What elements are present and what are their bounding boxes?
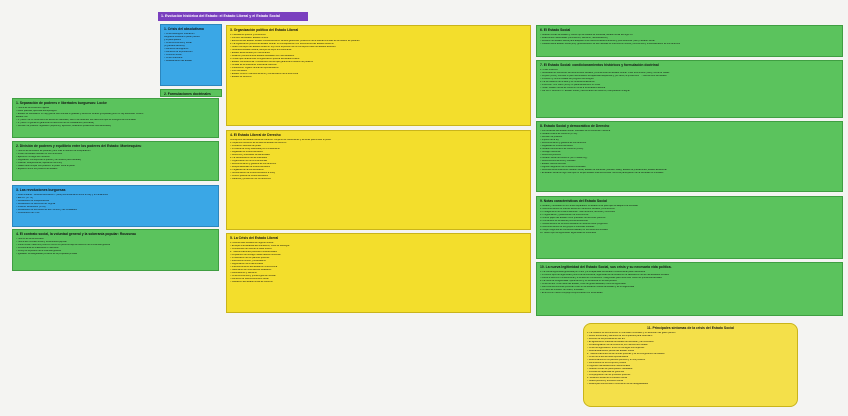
- card-line: – Las crisis económicas provocan crisis en la actuación social del Estado y de su legitimidad: [540, 285, 635, 288]
- card-montesquieu: [12, 141, 219, 181]
- card-line: – Pacto social: cada uno pone en común su persona bajo la dirección de la voluntad general: [16, 243, 110, 246]
- card-line: – Conflicto social: [164, 53, 182, 56]
- card-line: – Nueva pobreza y exclusión social: [587, 379, 624, 382]
- card-notas-estado-social: [536, 196, 843, 259]
- card-line: – Autor pactista, optimista antropológico: [16, 109, 57, 112]
- card-line: – Crisis de legitimación: el ES no consigue sus objetivos: [587, 346, 645, 349]
- card-title: 8. Estado Social y democrático de Derecho: [540, 124, 610, 128]
- card-line: – Legitimación de la democracia: [230, 262, 263, 265]
- card-title: 6. El Estado Social: [540, 28, 571, 32]
- card-line: 2. Transformaciones políticas e institucionales: [230, 250, 277, 253]
- card-line: – Primacía de la ley elaborada por el Parlamento: [230, 147, 280, 150]
- card-line: – Unidad de la soberanía: soberanía nacional: [230, 63, 277, 66]
- card-line: – Forma actual del Estado liberal: resultado de su evolución histórica: [540, 129, 611, 132]
- card-line: – Reconocimiento y garantía de los derechos: [230, 162, 277, 165]
- card-line: – Desmantelamiento parcial del Estado Social: [587, 349, 634, 352]
- card-line: – Necesidad de solucionar las disfunciones sociales y económicas del Estado Liberal: crisis económica (1929), lucha de clases: [540, 71, 670, 74]
- card-line: Concepción del Estado liberal de Derecho: conjunto de instituciones y técnicas para limitar el poder: [230, 138, 332, 141]
- card-line: 3. A modo de síntesis: de nuevo, el Estado: [540, 288, 584, 291]
- card-line: – Enfoque individualista del liberalismo, crisis de ideología: [230, 244, 290, 247]
- card-line: – Derechos económicos y sociales: [540, 159, 576, 162]
- card-title: 1. Crisis del absolutismo: [164, 27, 204, 31]
- card-line: – Aumento demográfico: [164, 47, 189, 50]
- card-title: 10. La nueva legitimidad del Estado Social, sus crisis y su necesaria vida política.: [540, 265, 672, 269]
- card-line: – División de poderes: legislativo (supremo), ejecutivo, federativo (relaciones internacionales): [16, 124, 111, 127]
- card-title: 7. El Estado Social: condicionamientos históricos y formulación doctrinal: [540, 63, 659, 67]
- card-title: 11. Principales síntomas de la crisis del Estado Social: [647, 326, 734, 330]
- card-line: 2. La formulación de la idea y su constitucionalización: [540, 80, 595, 83]
- card-line: – Nuevas formas de participación ciudadana: [587, 367, 633, 370]
- card-line: – Nuevas formas de Estado y nuevo tipo de estado de bienestar, Estado social del siglo XX: [540, 33, 633, 36]
- card-crisis-estado-liberal: [226, 233, 531, 313]
- card-line: – Legislativo: corresponde al pueblo y la nobleza (dos cámaras): [16, 158, 81, 161]
- card-line: – Soberanía estatal unitaria, siempre al suplir a la soberanía: [230, 48, 292, 51]
- card-line: – Estructura del Estado: Estado constitucional en sentido garantista: protección de la libertad a través de la división de poderes.: [230, 39, 360, 42]
- card-line: – Limitación racional del poder: [230, 144, 262, 147]
- card-line: – Reconocimiento y garantía de los derechos: [540, 141, 587, 144]
- card-line: 3. Notas que caracterizan la organización política del Estado Liberal: [230, 57, 300, 60]
- card-line: – Ejecutivo: a cargo del monarca: [16, 155, 50, 158]
- card-line: – Gran Bretaña: "Gloriosa Revolución" (1688) enfrentamiento entre el Rey y el Parlamento: [16, 193, 109, 196]
- card-line: – Judicial: independiente, aplicación de la ley: [16, 161, 62, 164]
- card-line: – Equilibrio entre los poderes del Estado: [16, 167, 58, 170]
- card-line: 6. Conversión de la idea de procura existencial: [540, 219, 588, 222]
- card-line: – Estado intervencionista: [540, 162, 566, 165]
- card-crisis-absolutismo: [160, 24, 222, 86]
- card-line: – Alguna integración de corrientes sindicales:: [540, 165, 587, 168]
- card-line: – Poder del Estado dividido en tres funciones: [16, 152, 63, 155]
- card-line: – Crisis ideológica: Ilustración: [164, 32, 195, 35]
- card-line: – La ley es expresión de la voluntad general: [16, 249, 61, 252]
- card-line: – Imperio de la ley: [540, 138, 559, 141]
- card-line: – Déficit estructural y aumento de los impuestos para financiarlo: [587, 334, 653, 337]
- card-line: 9. Mayor exigencia de constitucionalidad, en los derechos sociales: [540, 228, 608, 231]
- card-line: – Teoría del contrato social y la soberanía popular: [16, 240, 67, 243]
- card-line: – Teórico de la democracia: [16, 237, 44, 240]
- card-nueva-legitimidad: [536, 262, 843, 316]
- card-line: – Garantía y protección de los derechos: [230, 177, 271, 180]
- card-line: – 1º pacto: de no renuncia a los derechos naturales, sólo el de defender sus derechos que se entrega a la comunidad: [16, 118, 136, 121]
- card-line: – Estado administrado por funcionarios: [230, 51, 270, 54]
- card-line: – Precursor: Von Stein (1850): el parlamentarismo en crisis: [540, 83, 601, 86]
- card-line: – Keynes (1936): eliminar el paro aumentando la capacidad adquisitiva y, por tanto, la producción → intervención del Estado: [540, 74, 667, 77]
- card-sintomas-crisis: [583, 323, 798, 407]
- card-title: 5. La Crisis del Estado Liberal: [230, 236, 279, 240]
- card-title: 2. División de poderes y equilibrio entre los poderes del Estado: Montesquieu: [16, 144, 142, 148]
- card-line: – Nuevo concepto del Estado Moderno: ley como expresión de los conceptos clave del Estado absoluto:: [230, 45, 337, 48]
- card-line: – El ES es un nuevo complejo comprometido con la sociedad: [540, 291, 603, 294]
- card-title: 4. El Estado Liberal de Derecho: [230, 133, 281, 137]
- card-line: – Función del Estado: Estado mínimo: [230, 36, 269, 39]
- card-title: 4. El contrato social, la voluntad general y la soberanía popular: Rousseau: [16, 232, 137, 236]
- card-line: – Estado mínimo: intervencionismo y conservación de la economía: [230, 72, 299, 75]
- card-locke: [12, 98, 219, 138]
- card-line: – Constitución de 1791: [16, 211, 40, 214]
- card-line: – Autoritarismo y fascismo: [230, 271, 257, 274]
- card-line: – Teoría de la revolución inglesa: [16, 106, 49, 109]
- card-line: 2. La organización política del Estado Liberal: su contraposición con la estructura del Estado Moderno: [230, 42, 334, 45]
- card-line: – Sometimiento de la Administración a la ley: [230, 171, 276, 174]
- card-line: – Complejización de los procesos políticos: [587, 373, 631, 376]
- card-line: 1. La invasión de la economía: un mercado controlado y un desorden del gasto público: [587, 331, 676, 334]
- card-line: – EE.UU. (1776): [16, 196, 33, 199]
- card-line: – Afecta a Derecho Constitucional y a la idea de Constitución: inseguridad para reconocer todos los problemas actuales: [540, 276, 662, 279]
- card-line: – CE 1978: artículo 1.1. Estado Social y democrático de Derecho, interpretación integral: [540, 89, 630, 92]
- card-line: 1. Aspectos históricos de la idea de Estado de Derecho: [230, 141, 287, 144]
- card-line: Estado civil: [16, 115, 28, 118]
- card-line: 4. Programación y planificación de la economía: [540, 213, 589, 216]
- card-line: – Derechos y libertades fundamentales: [230, 153, 270, 156]
- card-rousseau: [12, 229, 219, 271]
- card-line: – Crisis económica y primera guerra mundial: [230, 274, 276, 277]
- card-line: – Crisis de la democracia representativa: [587, 355, 628, 358]
- card-line: 1. La nueva legitimidad generada por el ES y la incapacidad del Estado Constitucional para mantenerla: [540, 270, 646, 273]
- card-line: – Primeros tipos de legitimidad: junto a la democrática, legitimidad de la eficacia en la satisfacción de las necesidades sociales: [540, 273, 669, 276]
- card-line: – Debilitamiento del Estado: [164, 59, 192, 62]
- card-line: 2. Transformaciones de las formas políticas y de la configuración del Estado: [587, 352, 665, 355]
- card-line: – El Estado Social se sigo más que un simple Estado intervencionista: mira a la participación de la sociedad en el Estado: [540, 171, 664, 174]
- card-line: – Nacimiento de movimientos totalitarios: [230, 268, 272, 271]
- card-line: – La soberanía es inalienable e indivisible: [16, 246, 59, 249]
- card-line: – Nadie debe ocupar dos poderes: el poder frena al poder: [16, 164, 75, 167]
- card-line: – Reacciones intelectuales (comunismo, fascismo, neoliberalismo): [540, 36, 608, 39]
- card-line: – Crisis económica y social: [164, 41, 192, 44]
- card-line: burguesía reclama el poder político: [164, 35, 200, 38]
- card-line: 1. Estado y Sociedad no son entes separados: el Estado sirve para que se adapte a la sociedad: [540, 204, 638, 207]
- card-line: – 2º pacto: el gobierno garantiza los derechos de los ciudadanos (revocable): [16, 121, 94, 124]
- card-line: – Parlamento: órgano central de representación: [230, 66, 279, 69]
- card-line: 1. Deficiencias sociales del régimen liberal: [230, 241, 274, 244]
- card-organizacion-estado-liberal: [226, 25, 531, 126]
- card-line: – Declaración de Derechos de Virginia: [16, 202, 56, 205]
- card-line: – Teórico de la división de poderes, pero más un teórico de la separación: [16, 149, 91, 152]
- card-line: – Aumento de intervencionismo social: [230, 277, 269, 280]
- card-estado-liberal-derecho: [226, 130, 531, 230]
- card-line: – Declaración de los Derechos del Hombre y del Ciudadano: [16, 208, 78, 211]
- card-line: – Responsabilidad de la Administración: [230, 165, 271, 168]
- card-line: – Característica Estado Social (ES): generalización de las medidas de intervención social y económica y universalización de los derechos: [540, 42, 681, 45]
- card-line: – Intervencionismo del Estado en la economía: [230, 265, 278, 268]
- card-line: – División de poderes: [540, 135, 563, 138]
- card-line: 2. Reconocimiento de nuevos derechos: derechos sociales y económicos: [540, 207, 615, 210]
- card-line: 10. Nuevo tipo de legitimidad: legitimidad de la eficacia: [540, 231, 596, 234]
- card-line: – Organización en torno a la libertad: [230, 159, 268, 162]
- main-title: 1. Evolución histórica del Estado: el Estado Liberal y el Estado Social: [158, 12, 308, 21]
- card-line: – Crisis del ES: crisis fiscal del Estado, crisis de gobernabilidad, crisis de legitimidad: [540, 282, 626, 285]
- card-line: 3. Legalidad de la Administración: [230, 168, 264, 171]
- card-title: 1. Separación de poderes e libertades burguesas: Locke: [16, 101, 107, 105]
- card-line: – Desconfianza en los partidos políticos y en los políticos: [587, 358, 646, 361]
- card-line: 3. Algunas manifestaciones institucionales: [587, 364, 631, 367]
- card-line: 1. Estado Liberal de Derecho (1789):: [540, 132, 578, 135]
- card-title: 3. Organización política del Estado Liberal: [230, 28, 299, 32]
- card-line: – Recorte de las prestaciones del ES: [587, 337, 625, 340]
- card-line: – Relación política directa Estado-ciudadano sin intermediarios: [230, 54, 295, 57]
- card-line: – Diversas denominaciones: Estado Social, Estado de Bienestar (Welfare State), Estado de prestaciones, Estado asistencial: [540, 168, 667, 171]
- card-condicionamientos-historicos: [536, 60, 843, 118]
- card-line: (5 grandes factores):: [164, 44, 186, 47]
- card-line: – Derechos políticos: [540, 153, 561, 156]
- card-line: – Sufragio universal: [540, 150, 561, 153]
- card-line: 5. Nuevo papel del Estado como prestador de servicios públicos: [540, 216, 606, 219]
- card-line: – Fenómenos de la corrupción política: [587, 361, 626, 364]
- card-line: – Gestación del Estado social de Derecho: [230, 280, 273, 283]
- card-line: – Estado Constitucional: Constitución escrita que garantiza la división de poderes: [230, 60, 313, 63]
- card-line: – Previsión y control estatal del progreso tecnológico: [540, 77, 594, 80]
- card-line: – Pérdida de capacidad de gobernar: [587, 370, 625, 373]
- card-line: – Crisis financiera: [164, 56, 183, 59]
- card-line: – Condiciones de vida de la clase obrera: [230, 247, 272, 250]
- card-line: – Estado de Derecho: [230, 75, 252, 78]
- card-title: 9. Notas características del Estado Social: [540, 199, 607, 203]
- card-line: – Aumento de la producción: [164, 50, 193, 53]
- card-line: 8. Reconocimiento de los grupos e intereses sociales: [540, 225, 595, 228]
- card-line: 7. Redistribución de la renta mediante un sistema fiscal progresivo: [540, 222, 608, 225]
- card-line: 2. La crisis de la legitimidad: típica del ES y su incidencia en la vida política: [540, 279, 617, 282]
- card-estado-social: [536, 25, 843, 57]
- card-line: – Igualdad: la desigualdad proviene de la propiedad privada: [16, 252, 77, 255]
- card-line: 2. Estado Democrático de Derecho (1900):: [540, 147, 584, 150]
- card-line: – El agotamiento material del Estado de bienestar y la burocracia: [587, 340, 654, 343]
- card-line: – Desempleo estructural e incremento de las desigualdades: [587, 382, 649, 385]
- card-line: – Control judicial de la Administración: [230, 174, 269, 177]
- card-title: 3. Las revoluciones burguesas: [16, 188, 66, 192]
- card-line: – Proliferación de los partidos políticos: [230, 256, 270, 259]
- card-line: – Declaración de Independencia: [16, 199, 49, 202]
- card-line: 1. Liberalismo político y económico: [230, 33, 266, 36]
- card-line: – Movimiento obrero y sindicalismo: [230, 259, 266, 262]
- card-line: – Legalidad de la Administración: [540, 144, 574, 147]
- card-line: 4. Situación actual de la cuestión social: [587, 376, 628, 379]
- card-line: – Francia: Revolución (1789): [16, 205, 46, 208]
- card-formulaciones-doctrinales: [160, 89, 222, 97]
- card-revoluciones-burguesas: [12, 185, 219, 227]
- card-line: 3. Protagonismo de la Administración: más recursos, técnicas y funciones: [540, 210, 615, 213]
- card-line: y la participación: [164, 38, 182, 41]
- card-line: – Revisión del Estado liberal para adaptarlo a la nueva sociedad industrial y post-industrial (1945): Estado Social: [540, 39, 655, 42]
- card-line: – Legalidad de la Administración: [230, 150, 264, 153]
- card-line: – Voto censitario: [230, 69, 247, 72]
- card-line: 3. Estado Social de Derecho (1870 hasta hoy):: [540, 156, 588, 159]
- card-line: – Ampliación del sufragio hasta hacerse universal: [230, 253, 281, 256]
- card-line: – Heller: Estado Social de Derecho frente a la dictadura fascista: [540, 86, 606, 89]
- card-line: 1. Crisis histórica: [540, 68, 558, 71]
- card-estado-social-democratico: [536, 121, 843, 192]
- card-title: 2. Formulaciones doctrinales: [164, 92, 211, 96]
- card-line: 2. La sustanciación de las libertades: [230, 156, 268, 159]
- card-line: – Estado de naturaleza: no hay guerra sino libertad e igualdad y derechos innatos (propiedad) pero no hay autoridad. Crea el: [16, 112, 144, 115]
- card-line: – La desregulación de la economía, sin intervención estatal: [587, 343, 648, 346]
